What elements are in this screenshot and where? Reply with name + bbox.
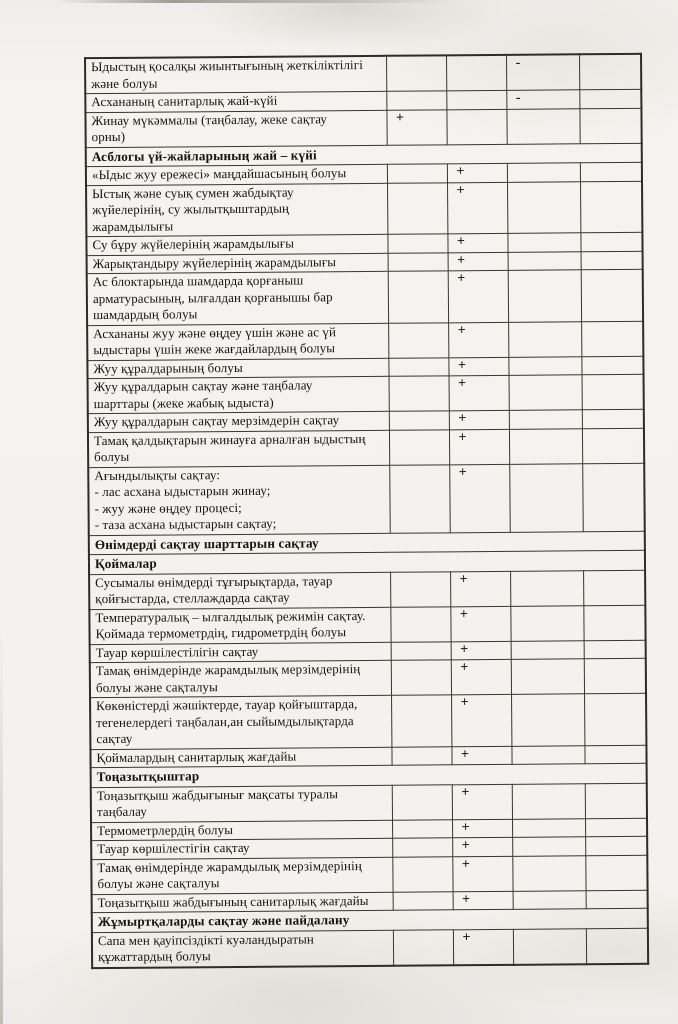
mark-cell: [386, 55, 446, 91]
mark-cell: [585, 836, 647, 855]
table-row: [85, 54, 641, 94]
mark-cell: [509, 428, 582, 464]
table-row: [92, 928, 648, 968]
mark-cell: [582, 374, 644, 409]
mark-cell: +: [386, 109, 446, 144]
item-text: Тамақ қалдықтарын жинауға арналған ыдыстың болуы: [88, 430, 389, 467]
mark-cell: +: [450, 606, 510, 641]
inspection-table-body: [85, 54, 648, 968]
mark-cell: [582, 428, 644, 463]
mark-cell: +: [448, 357, 508, 376]
mark-cell: [581, 269, 643, 321]
mark-cell: [582, 463, 645, 531]
mark-cell: [579, 108, 641, 143]
mark-cell: [508, 270, 581, 322]
mark-cell: [389, 411, 449, 430]
mark-cell: +: [452, 856, 512, 891]
item-text: Қоймалардың санитарлық жағдайы: [90, 747, 391, 768]
table-row: [89, 570, 645, 609]
table-row: [87, 321, 643, 360]
mark-cell: +: [447, 182, 507, 234]
mark-cell: +: [452, 784, 512, 819]
mark-cell: +: [453, 891, 513, 910]
item-text: Жинау мүкәммалы (таңбалау, жеке сақтау орны): [85, 110, 386, 147]
mark-cell: [512, 818, 585, 837]
mark-cell: [511, 694, 584, 746]
mark-cell: [579, 89, 641, 108]
mark-cell: [388, 252, 448, 271]
mark-cell: [580, 181, 642, 233]
item-text: Ас блоктарында шамдарда қорғаныш арматурасының, ылғалдан қорғанышы бар шамдардың болуы: [87, 271, 388, 325]
table-row: [88, 463, 645, 535]
item-text: Асхананы жуу және өңдеу үшін және ас үй ыдыстары үшін жеке жағдайлардың болуы: [87, 323, 388, 360]
item-text: Тауар көршілестілігін сақтау: [90, 642, 391, 663]
mark-cell: [586, 890, 648, 909]
item-text: Тамақ өнімдерінде жарамдылық мерзімдерінің болуы және сақталуы: [90, 660, 391, 697]
mark-cell: [387, 164, 447, 183]
table-row: [90, 693, 646, 749]
mark-cell: [581, 321, 643, 356]
mark-cell: +: [448, 270, 508, 322]
item-text: Ағындылықты сақтау: - лас асхана ыдыстарын жинау; - жуу және өңдеу процесі; - таза асхана ыдыстарын сақтау;: [88, 465, 390, 535]
mark-cell: +: [447, 233, 507, 252]
inspection-checklist-table: [84, 53, 647, 969]
item-text: Көкөністерді жәшіктерде, тауар қойғыштарда, тегенелердегі таңбалан,ан сыйымдылықтарда сақтау: [90, 695, 391, 749]
mark-cell: [388, 357, 448, 376]
table-row: [91, 855, 647, 894]
mark-cell: [392, 856, 452, 891]
mark-cell: [388, 322, 448, 357]
mark-cell: [389, 464, 450, 532]
item-text: Сапа мен қауіпсіздікті куәландыратын құжаттардың болуы: [92, 930, 393, 968]
mark-cell: [446, 109, 506, 144]
table-row: [87, 269, 643, 325]
mark-cell: [582, 409, 644, 428]
mark-cell: [389, 429, 449, 464]
item-text: Ыстық және суық сумен жабдықтау жүйелерінің, су жылытқыштардың жарамдылығы: [86, 183, 387, 237]
mark-cell: [392, 784, 452, 819]
mark-cell: [506, 108, 579, 144]
checklist-table: [84, 53, 649, 969]
mark-cell: [585, 783, 647, 818]
item-text: Жуу құралдарын сақтау және таңбалау шарттары (жеке жабық ыдыста): [88, 376, 389, 413]
item-text: Су бұру жүйелерінің жарамдылығы: [86, 234, 387, 255]
mark-cell: [387, 182, 447, 234]
section-title: Қоймалар: [89, 550, 645, 574]
mark-cell: [391, 660, 451, 695]
item-text: Жуу құралдарының болуы: [87, 358, 388, 379]
mark-cell: [387, 234, 447, 253]
mark-cell: +: [448, 252, 508, 271]
mark-cell: [513, 928, 586, 964]
mark-cell: +: [447, 163, 507, 182]
table-row: [89, 605, 645, 644]
mark-cell: +: [449, 375, 509, 410]
section-title: Өнімдерді сақтау шарттарын сақтау: [89, 531, 645, 555]
mark-cell: [390, 606, 450, 641]
mark-cell: [511, 659, 584, 695]
mark-cell: [509, 375, 582, 411]
mark-cell: [393, 929, 453, 965]
mark-cell: [581, 356, 643, 375]
mark-cell: +: [452, 837, 512, 856]
mark-cell: [511, 640, 584, 659]
mark-cell: -: [506, 90, 579, 109]
mark-cell: [513, 890, 586, 909]
mark-cell: [508, 321, 581, 357]
item-text: Тоңазытқыш жабдығының санитарлық жағдайы: [92, 892, 393, 913]
mark-cell: -: [506, 54, 579, 90]
mark-cell: [581, 251, 643, 270]
mark-cell: [580, 162, 642, 181]
table-row: [88, 374, 644, 413]
mark-cell: [390, 571, 450, 606]
mark-cell: [584, 693, 646, 745]
mark-cell: [507, 233, 580, 252]
mark-cell: [585, 818, 647, 837]
mark-cell: [510, 605, 583, 641]
mark-cell: +: [453, 929, 513, 965]
mark-cell: [509, 410, 582, 429]
item-text: Температуралық – ылғалдылық режимін сақтау. Қоймада термометрдің, гидрометрдің болуы: [89, 607, 390, 644]
mark-cell: [508, 356, 581, 375]
mark-cell: [389, 376, 449, 411]
table-row: [85, 108, 641, 147]
mark-cell: +: [451, 641, 511, 660]
item-text: Тоңазытқыш жабдығынығ мақсаты туралы таңбалау: [91, 785, 392, 822]
scan-artifact-left-edge: [0, 620, 3, 1024]
mark-cell: [392, 838, 452, 857]
item-text: Жуу құралдарын сақтау мерзімдерін сақтау: [88, 411, 389, 432]
mark-cell: [584, 745, 646, 764]
table-row: [91, 783, 647, 822]
mark-cell: [586, 928, 648, 964]
item-text: Ыдыстың қосалқы жиынтығының жеткіліктілігі және болуы: [85, 56, 386, 94]
mark-cell: [391, 746, 451, 765]
table-row: [86, 181, 642, 237]
mark-cell: +: [449, 464, 510, 532]
mark-cell: [386, 91, 446, 110]
mark-cell: [510, 570, 583, 606]
scan-artifact-top-edge: [55, 0, 455, 3]
item-text: Термометрлердің болуы: [91, 820, 392, 841]
mark-cell: [585, 855, 647, 890]
item-text: «Ыдыс жуу ережесі» маңдайшасының болуы: [86, 164, 387, 185]
item-text: Сусымалы өнімдерді тұғырықтарда, тауар қойғыстарда, стеллаждарда сақтау: [89, 572, 390, 609]
mark-cell: [509, 463, 583, 532]
mark-cell: [391, 641, 451, 660]
mark-cell: +: [451, 694, 511, 746]
mark-cell: +: [448, 322, 508, 357]
section-title: Жұмыртқаларды сақтау және пайдалану: [92, 908, 648, 932]
mark-cell: [583, 605, 645, 640]
mark-cell: [512, 855, 585, 891]
mark-cell: [579, 54, 641, 90]
table-row: [88, 428, 644, 467]
mark-cell: [584, 658, 646, 693]
mark-cell: [446, 90, 506, 109]
item-text: Жарықтандыру жүйелерінің жарамдылығы: [87, 253, 388, 274]
mark-cell: [388, 271, 448, 323]
mark-cell: [507, 163, 580, 182]
mark-cell: [391, 695, 451, 747]
item-text: Асхананың санитарлық жай-күйі: [85, 91, 386, 112]
mark-cell: +: [449, 429, 509, 464]
mark-cell: +: [452, 819, 512, 838]
mark-cell: +: [451, 746, 511, 765]
section-title: Асблогы үй-жайларының жай – күйі: [86, 143, 642, 167]
mark-cell: +: [450, 571, 510, 606]
mark-cell: +: [451, 659, 511, 694]
section-title: Тоңазытқыштар: [91, 763, 647, 787]
mark-cell: [512, 783, 585, 819]
mark-cell: [580, 232, 642, 251]
table-row: [90, 658, 646, 697]
mark-cell: [583, 570, 645, 605]
mark-cell: [512, 837, 585, 856]
mark-cell: [446, 55, 506, 91]
item-text: Тамақ өнімдерінде жарамдылық мерзімдерінің болуы және сақталуы: [91, 857, 392, 894]
mark-cell: [392, 819, 452, 838]
mark-cell: [508, 251, 581, 270]
mark-cell: [584, 640, 646, 659]
item-text: Тауар көршілестігін сақтау: [91, 838, 392, 859]
mark-cell: [511, 745, 584, 764]
mark-cell: +: [449, 410, 509, 429]
mark-cell: [393, 891, 453, 910]
mark-cell: [507, 181, 580, 233]
